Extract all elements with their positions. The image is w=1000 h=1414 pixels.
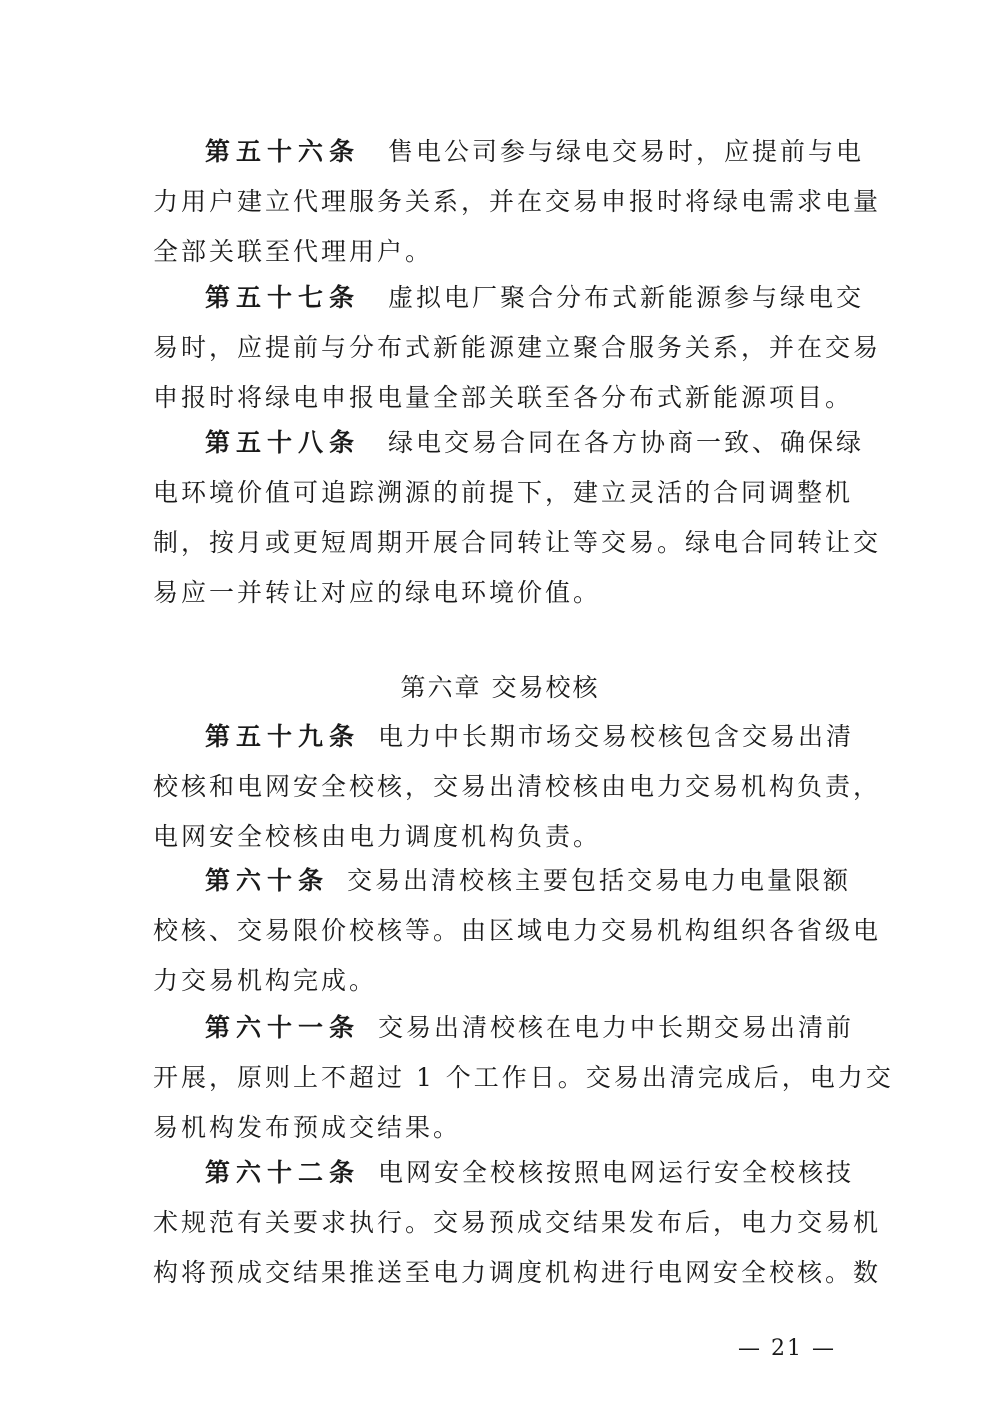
- article-61-line-1: 交易出清校核在电力中长期交易出清前: [378, 1013, 855, 1042]
- article-57-line-3: 申报时将绿电申报电量全部关联至各分布式新能源项目。: [153, 383, 854, 412]
- article-57: [153, 273, 882, 423]
- article-61-line-2: 开展，原则上不超过 1 个工作日。交易出清完成后，电力交: [153, 1063, 894, 1092]
- article-60: [153, 856, 882, 1006]
- article-58-line-3: 制，按月或更短周期开展合同转让等交易。绿电合同转让交: [153, 528, 882, 557]
- article-60-line-3: 力交易机构完成。: [153, 966, 378, 995]
- article-57-line-2: 易时，应提前与分布式新能源建立聚合服务关系，并在交易: [153, 333, 882, 362]
- article-57-line-1: 虚拟电厂聚合分布式新能源参与绿电交: [388, 283, 865, 312]
- article-56-label: 第五十六条: [205, 137, 361, 166]
- article-62-line-1: 电网安全校核按照电网运行安全校核技: [378, 1158, 855, 1187]
- article-62-line-3: 构将预成交结果推送至电力调度机构进行电网安全校核。数: [153, 1258, 882, 1287]
- article-62-label: 第六十二条: [205, 1158, 361, 1187]
- article-59: [153, 712, 882, 862]
- article-57-label: 第五十七条: [205, 283, 361, 312]
- article-62-line-2: 术规范有关要求执行。交易预成交结果发布后，电力交易机: [153, 1208, 882, 1237]
- article-61-label: 第六十一条: [205, 1013, 361, 1042]
- article-58: [153, 418, 882, 618]
- article-58-line-2: 电环境价值可追踪溯源的前提下，建立灵活的合同调整机: [153, 478, 854, 507]
- article-60-line-1: 交易出清校核主要包括交易电力电量限额: [347, 866, 852, 895]
- article-61: [153, 1003, 894, 1153]
- article-58-label: 第五十八条: [205, 428, 361, 457]
- article-60-label: 第六十条: [205, 866, 330, 895]
- article-56-line-1: 售电公司参与绿电交易时，应提前与电: [388, 137, 865, 166]
- article-56: [153, 127, 882, 277]
- article-59-line-3: 电网安全校核由电力调度机构负责。: [153, 822, 602, 851]
- article-60-line-2: 校核、交易限价校核等。由区域电力交易机构组织各省级电: [153, 916, 882, 945]
- article-58-line-4: 易应一并转让对应的绿电环境价值。: [153, 578, 602, 607]
- article-58-line-1: 绿电交易合同在各方协商一致、确保绿: [388, 428, 865, 457]
- chapter-heading: 第六章 交易校核: [400, 673, 600, 702]
- article-59-line-2: 校核和电网安全校核，交易出清校核由电力交易机构负责，: [153, 772, 882, 801]
- article-61-line-3: 易机构发布预成交结果。: [153, 1113, 462, 1142]
- page-number: — 21 —: [738, 1336, 836, 1361]
- article-59-label: 第五十九条: [205, 722, 361, 751]
- article-59-line-1: 电力中长期市场交易校核包含交易出清: [378, 722, 855, 751]
- article-62: [153, 1148, 882, 1298]
- article-56-line-3: 全部关联至代理用户。: [153, 237, 434, 266]
- article-56-line-2: 力用户建立代理服务关系，并在交易申报时将绿电需求电量: [153, 187, 882, 216]
